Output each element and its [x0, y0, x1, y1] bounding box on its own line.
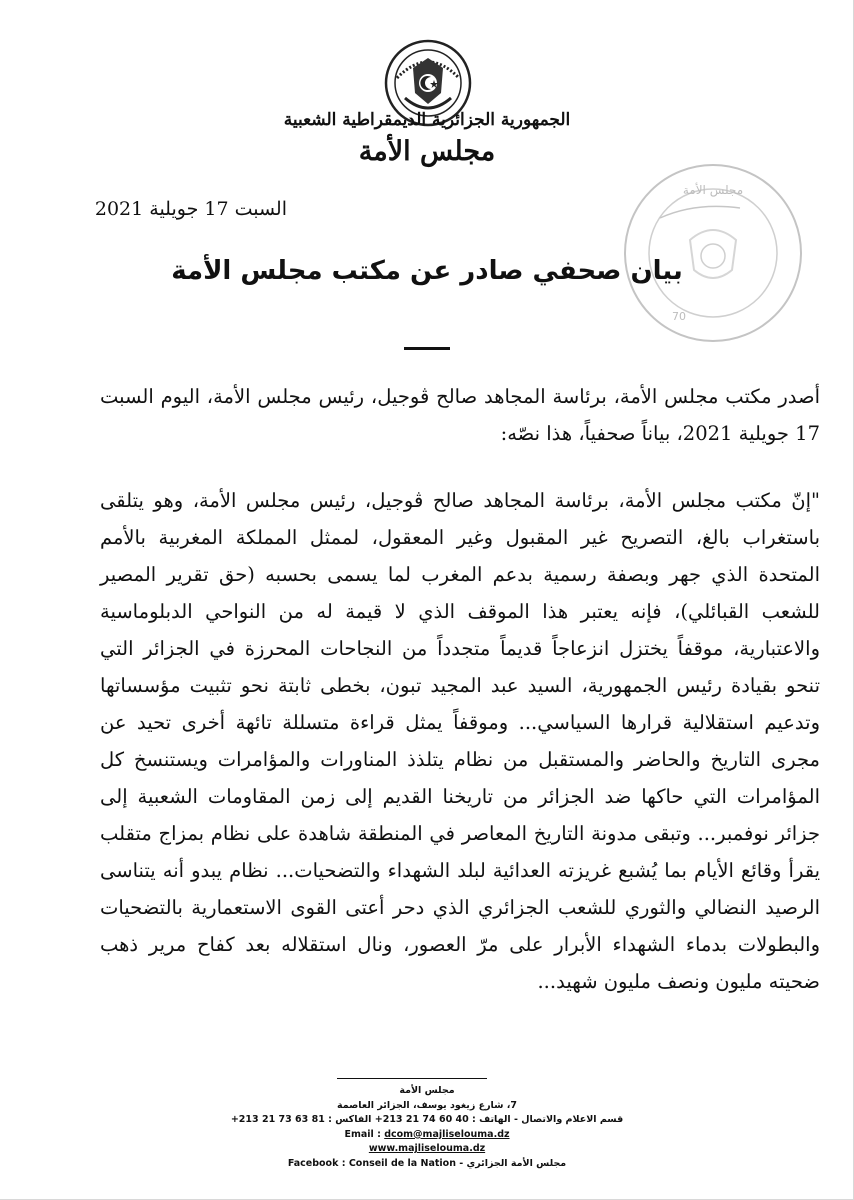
- footer-phones: قسم الاعلام والاتصال - الهاتف : 40 60 74 21 213+ الفاكس : 81 63 73 21 213+: [230, 1114, 624, 1126]
- statement-paragraph: "إنّ مكتب مجلس الأمة، برئاسة المجاهد صالح ڤوجيل، رئيس مجلس الأمة، وهو يتلقى باستغراب بالغ، التصريح غير المقبول وغير المعقول، لممثل المملكة المغربية بالأمم المتحدة الذي جهر وبصفة رسمية بدعم المغرب لما يسمى بحسبه (حق تقرير المصير للشعب القبائلي)، فإنه يعتبر هذا الموقف الذي لا قيمة له من النواحي الدبلوماسية والاعتبارية، موقفاً يختزل انزعاجاً قديماً متجدداً من النجاحات المحرزة في الجزائر التي تنحو بقيادة رئيس الجمهورية، السيد عبد المجيد تبون، بخطى ثابتة نحو تثبيت مؤسساتها وتدعيم استقلالية قرارها السياسي... وموقفاً يمثل قراءة متسللة تائهة أخرى تحيد عن مجرى التاريخ والحاضر والمستقبل من نظام يتلذذ المناورات والمؤامرات ويستنسخ كل المؤامرات التي حاكها ضد الجزائر من تاريخنا القديم إلى زمن المقاومات الشعبية إلى جزائر نوفمبر... وتبقى مدونة التاريخ المعاصر في المنطقة شاهدة على نظام بمزاج متقلب يقرأ وقائع الأيام بما يُشبع غريزته العدائية لبلد الشهداء والتضحيات... نظام يبدو أنه يتناسى الرصيد النضالي والثوري للشعب الجزائري الذي دحر أعتى القوى الاستعمارية بالتضحيات والبطولات بدماء الشهداء الأبرار على مرّ العصور، ونال استقلاله بعد كفاح مرير ذهب ضحيته مليون ونصف مليون شهيد...: [100, 489, 820, 993]
- facebook-line[interactable]: Facebook : Conseil de la Nation - مجلس الأمة الجزائري: [287, 1157, 567, 1169]
- footer-address: 7، شارع زيغود يوسف، الجزائر العاصمة: [336, 1099, 518, 1111]
- document-body: [100, 378, 820, 1000]
- footer-institution: مجلس الأمة: [399, 1085, 455, 1096]
- email-link[interactable]: dcom@majliselouma.dz: [384, 1128, 510, 1140]
- document-title: بيان صحفي صادر عن مكتب مجلس الأمة: [171, 256, 683, 286]
- footer-email-line: [200, 1128, 654, 1143]
- stamp-text: مجلس الأمة: [682, 183, 744, 197]
- intro-paragraph: أصدر مكتب مجلس الأمة، برئاسة المجاهد صالح ڤوجيل، رئيس مجلس الأمة، اليوم السبت 17 جويلية 2021، بياناً صحفياً، هذا نصّه:: [100, 385, 820, 445]
- title-divider: [404, 347, 450, 350]
- republic-name: الجمهورية الجزائرية الديمقراطية الشعبية: [283, 110, 571, 130]
- website-link[interactable]: www.majliselouma.dz: [368, 1143, 486, 1155]
- official-round-stamp-icon: [620, 160, 806, 346]
- contact-footer: [200, 1084, 654, 1172]
- document-date: السبت 17 جويلية 2021: [94, 198, 287, 220]
- footer-divider: [337, 1078, 487, 1079]
- stamp-number: 70: [672, 310, 686, 323]
- institution-name: مجلس الأمة: [358, 136, 496, 167]
- email-label: Email :: [344, 1128, 381, 1140]
